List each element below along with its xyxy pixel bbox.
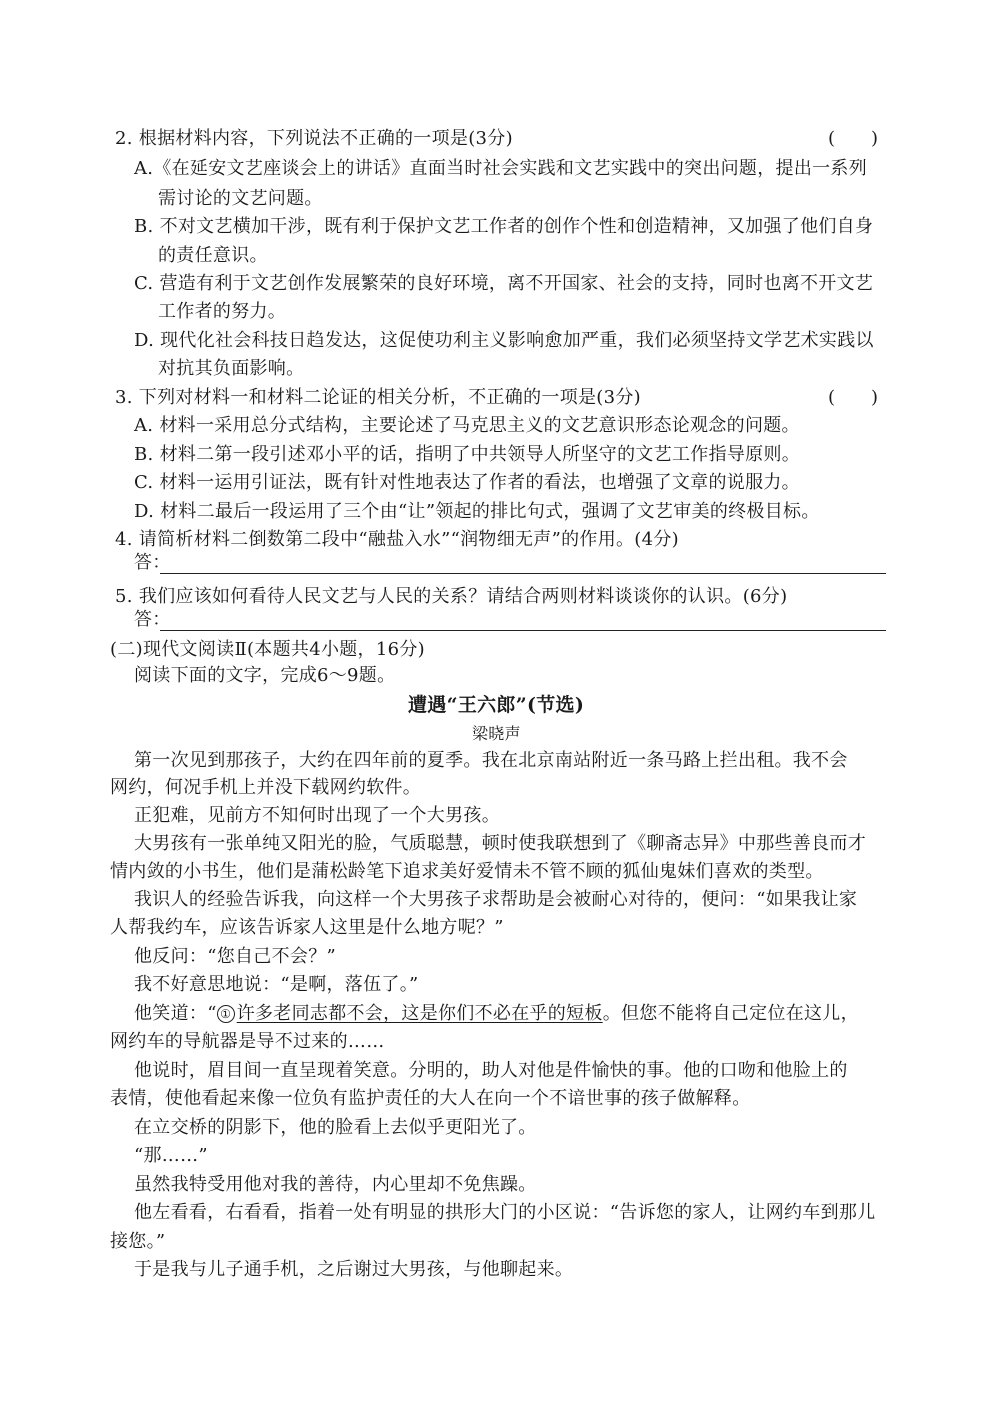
q2-option-d: D. 现代化社会科技日趋发达，这促使功利主义影响愈加严重，我们必须坚持文学艺术实践以 xyxy=(134,330,874,351)
q5-answer-label: 答： xyxy=(134,609,171,630)
story-paragraph-1-cont: 网约，何况手机上并没下载网约软件。 xyxy=(110,777,422,798)
story-paragraph-12-cont: 接您。” xyxy=(110,1231,166,1252)
q2-option-c-cont: 工作者的努力。 xyxy=(158,301,287,322)
q4-answer-label: 答： xyxy=(134,552,171,573)
underlined-sentence-1: 许多老同志都不会，这是你们不必在乎的短板 xyxy=(236,1003,603,1024)
story-paragraph-12: 他左看看，右看看，指着一处有明显的拱形大门的小区说：“告诉您的家人，让网约车到那儿 xyxy=(134,1202,876,1223)
story-paragraph-4: 我识人的经验告诉我，向这样一个大男孩子求帮助是会被耐心对待的，便问：“如果我让家 xyxy=(134,889,858,910)
story-paragraph-3-cont: 情内敛的小书生，他们是蒲松龄笔下追求美好爱情未不管不顾的狐仙鬼妹们喜欢的类型。 xyxy=(110,861,824,882)
story-paragraph-7-cont: 网约车的导航器是导不过来的…… xyxy=(110,1031,385,1052)
story-paragraph-2: 正犯难，见前方不知何时出现了一个大男孩。 xyxy=(134,805,500,826)
q3-option-c: C. 材料一运用引证法，既有针对性地表达了作者的看法，也增强了文章的说服力。 xyxy=(134,472,800,493)
q3-option-a: A. 材料一采用总分式结构，主要论述了马克思主义的文艺意识形态论观念的问题。 xyxy=(134,415,800,436)
q2-answer-paren: ( ) xyxy=(828,128,879,149)
q3-answer-paren: ( ) xyxy=(828,387,879,408)
p7-post: 。但您不能将自己定位在这儿， xyxy=(602,1003,859,1024)
story-paragraph-8-cont: 表情，使他看起来像一位负有监护责任的大人在向一个不谙世事的孩子做解释。 xyxy=(110,1088,751,1109)
story-paragraph-13: 于是我与儿子通手机，之后谢过大男孩，与他聊起来。 xyxy=(134,1259,574,1280)
q2-option-a-cont: 需讨论的文艺问题。 xyxy=(158,188,323,209)
story-paragraph-4-cont: 人帮我约车，应该告诉家人这里是什么地方呢？” xyxy=(110,917,504,938)
story-paragraph-8: 他说时，眉目间一直呈现着笑意。分明的，助人对他是件愉快的事。他的口吻和他脸上的 xyxy=(134,1060,848,1081)
story-paragraph-6: 我不好意思地说：“是啊，落伍了。” xyxy=(134,974,419,995)
story-paragraph-7 xyxy=(134,1002,859,1026)
q2-stem: 2. 根据材料内容，下列说法不正确的一项是(3分) xyxy=(115,128,513,149)
section-instruction: 阅读下面的文字，完成6～9题。 xyxy=(134,665,396,686)
q3-stem: 3. 下列对材料一和材料二论证的相关分析，不正确的一项是(3分) xyxy=(115,387,641,408)
p7-pre: 他笑道：“ xyxy=(134,1003,217,1024)
story-paragraph-1: 第一次见到那孩子，大约在四年前的夏季。我在北京南站附近一条马路上拦出租。我不会 xyxy=(134,750,848,771)
story-paragraph-9: 在立交桥的阴影下，他的脸看上去似乎更阳光了。 xyxy=(134,1117,537,1138)
story-paragraph-3: 大男孩有一张单纯又阳光的脸，气质聪慧，顿时使我联想到了《聊斋志异》中那些善良而才 xyxy=(134,833,866,854)
story-paragraph-11: 虽然我特受用他对我的善待，内心里却不免焦躁。 xyxy=(134,1174,537,1195)
story-title: 遭遇“王六郎”(节选) xyxy=(408,694,585,716)
q4-answer-line[interactable] xyxy=(160,573,886,574)
q2-option-b: B. 不对文艺横加干涉，既有利于保护文艺工作者的创作个性和创造精神，又加强了他们自身 xyxy=(134,216,874,237)
q2-option-a: A.《在延安文艺座谈会上的讲话》直面当时社会实践和文艺实践中的突出问题，提出一系列 xyxy=(134,158,868,179)
sentence-marker-1: ① xyxy=(217,1005,235,1023)
story-paragraph-10: “那……” xyxy=(134,1145,208,1166)
story-author: 梁晓声 xyxy=(472,724,521,743)
q2-option-d-cont: 对抗其负面影响。 xyxy=(158,358,305,379)
q4-stem: 4. 请简析材料二倒数第二段中“融盐入水”“润物细无声”的作用。(4分) xyxy=(115,529,679,550)
q2-option-b-cont: 的责任意识。 xyxy=(158,245,268,266)
q3-option-b: B. 材料二第一段引述邓小平的话，指明了中共领导人所坚守的文艺工作指导原则。 xyxy=(134,444,801,465)
q3-option-d: D. 材料二最后一段运用了三个由“让”领起的排比句式，强调了文艺审美的终极目标。 xyxy=(134,501,820,522)
section-heading: (二)现代文阅读Ⅱ(本题共4小题，16分) xyxy=(110,639,425,660)
q5-answer-line[interactable] xyxy=(160,630,886,631)
story-paragraph-5: 他反问：“您自己不会？” xyxy=(134,946,337,967)
q5-stem: 5. 我们应该如何看待人民文艺与人民的关系？请结合两则材料谈谈你的认识。(6分) xyxy=(115,586,788,607)
q2-option-c: C. 营造有利于文艺创作发展繁荣的良好环境，离不开国家、社会的支持，同时也离不开文艺 xyxy=(134,273,874,294)
